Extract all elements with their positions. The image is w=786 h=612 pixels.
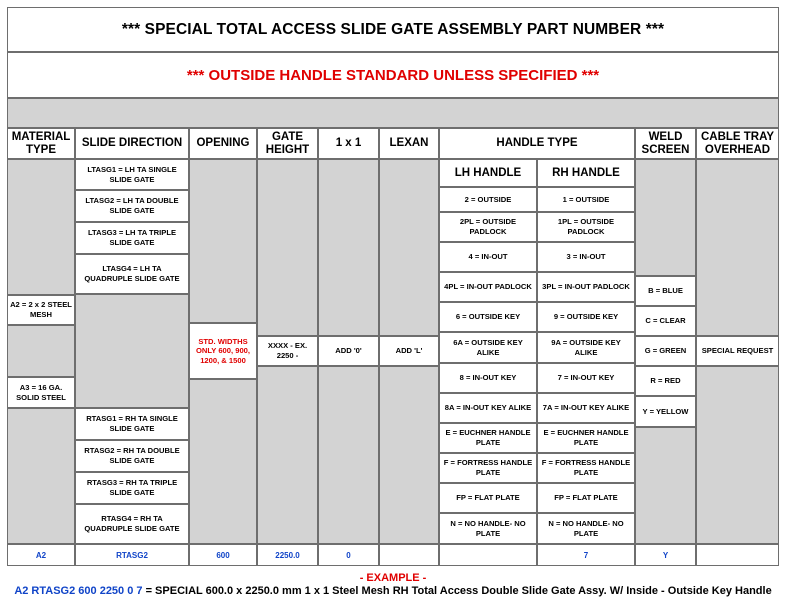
rh-handle-option: 3 = IN-OUT: [537, 242, 635, 272]
lh-handle-option: F = FORTRESS HANDLE PLATE: [439, 453, 537, 483]
rh-handle-option: N = NO HANDLE- NO PLATE: [537, 513, 635, 544]
spacer-band: [7, 98, 779, 128]
example-cable: [696, 544, 779, 566]
opening-note: STD. WIDTHS ONLY 600, 900, 1200, & 1500: [189, 323, 257, 379]
filler-cell: [696, 159, 779, 336]
lh-handle-option: E = EUCHNER HANDLE PLATE: [439, 423, 537, 453]
header-rh-handle: RH HANDLE: [537, 159, 635, 187]
rh-handle-option: 9 = OUTSIDE KEY: [537, 302, 635, 332]
rh-handle-option: 3PL = IN-OUT PADLOCK: [537, 272, 635, 302]
filler-cell: [318, 159, 379, 336]
example-rh-handle: 7: [537, 544, 635, 566]
lh-handle-option: 8A = IN-OUT KEY ALIKE: [439, 393, 537, 423]
lh-handle-option: 4 = IN-OUT: [439, 242, 537, 272]
rh-handle-option: FP = FLAT PLATE: [537, 483, 635, 513]
weld-screen-option: B = BLUE: [635, 276, 696, 306]
header-handle-type: HANDLE TYPE: [439, 128, 635, 159]
example-label: - EXAMPLE -: [359, 572, 427, 584]
header-lexan: LEXAN: [379, 128, 439, 159]
lh-handle-option: 6A = OUTSIDE KEY ALIKE: [439, 332, 537, 363]
header-opening: OPENING: [189, 128, 257, 159]
page-subtitle: *** OUTSIDE HANDLE STANDARD UNLESS SPECIFIED ***: [7, 52, 779, 98]
filler-cell: [189, 159, 257, 323]
weld-screen-option: Y = YELLOW: [635, 396, 696, 427]
lexan-note: ADD 'L': [379, 336, 439, 366]
slide-direction-option: RTASG2 = RH TA DOUBLE SLIDE GATE: [75, 440, 189, 472]
lh-handle-option: 4PL = IN-OUT PADLOCK: [439, 272, 537, 302]
header-weld-screen: WELD SCREEN: [635, 128, 696, 159]
rh-handle-option: 9A = OUTSIDE KEY ALIKE: [537, 332, 635, 363]
filler-cell: [257, 366, 318, 544]
example-opening: 600: [189, 544, 257, 566]
filler-cell: [379, 159, 439, 336]
material-option: A2 = 2 x 2 STEEL MESH: [7, 295, 75, 325]
example-gate-height: 2250.0: [257, 544, 318, 566]
weld-screen-option: R = RED: [635, 366, 696, 396]
rh-handle-option: 7A = IN-OUT KEY ALIKE: [537, 393, 635, 423]
gate-height-note: XXXX - EX. 2250 -: [257, 336, 318, 366]
filler-cell: [635, 159, 696, 276]
example-weld: Y: [635, 544, 696, 566]
material-option: A3 = 16 GA. SOLID STEEL: [7, 377, 75, 408]
slide-direction-option: RTASG1 = RH TA SINGLE SLIDE GATE: [75, 408, 189, 440]
filler-cell: [696, 366, 779, 544]
cable-tray-note: SPECIAL REQUEST: [696, 336, 779, 366]
filler-cell: [75, 294, 189, 408]
header-cable-tray-overhead: CABLE TRAY OVERHEAD: [696, 128, 779, 159]
lh-handle-option: 2 = OUTSIDE: [439, 187, 537, 212]
filler-cell: [189, 379, 257, 544]
header-material-type: MATERIAL TYPE: [7, 128, 75, 159]
example-lh-handle: [439, 544, 537, 566]
filler-cell: [635, 427, 696, 544]
example-code: A2 RTASG2 600 2250 0 7: [14, 585, 143, 597]
slide-direction-option: LTASG4 = LH TA QUADRUPLE SLIDE GATE: [75, 254, 189, 294]
slide-direction-option: LTASG3 = LH TA TRIPLE SLIDE GATE: [75, 222, 189, 254]
lh-handle-option: 6 = OUTSIDE KEY: [439, 302, 537, 332]
filler-cell: [318, 366, 379, 544]
slide-direction-option: RTASG3 = RH TA TRIPLE SLIDE GATE: [75, 472, 189, 504]
example-line: [0, 585, 786, 597]
header-lh-handle: LH HANDLE: [439, 159, 537, 187]
example-1x1: 0: [318, 544, 379, 566]
filler-cell: [257, 159, 318, 336]
slide-direction-option: LTASG2 = LH TA DOUBLE SLIDE GATE: [75, 190, 189, 222]
lh-handle-option: 2PL = OUTSIDE PADLOCK: [439, 212, 537, 242]
header-slide-direction: SLIDE DIRECTION: [75, 128, 189, 159]
rh-handle-option: 7 = IN-OUT KEY: [537, 363, 635, 393]
onebyone-note: ADD '0': [318, 336, 379, 366]
slide-direction-option: LTASG1 = LH TA SINGLE SLIDE GATE: [75, 159, 189, 190]
example-slide: RTASG2: [75, 544, 189, 566]
lh-handle-option: N = NO HANDLE- NO PLATE: [439, 513, 537, 544]
filler-cell: [7, 159, 75, 295]
weld-screen-option: C = CLEAR: [635, 306, 696, 336]
filler-cell: [7, 325, 75, 377]
weld-screen-option: G = GREEN: [635, 336, 696, 366]
example-description: = SPECIAL 600.0 x 2250.0 mm 1 x 1 Steel Mesh RH Total Access Double Slide Gate Assy. W/ Inside - Outside Key Handle: [142, 585, 772, 597]
rh-handle-option: E = EUCHNER HANDLE PLATE: [537, 423, 635, 453]
header-gate-height: GATE HEIGHT: [257, 128, 318, 159]
filler-cell: [379, 366, 439, 544]
page-title: *** SPECIAL TOTAL ACCESS SLIDE GATE ASSEMBLY PART NUMBER ***: [7, 7, 779, 52]
slide-direction-option: RTASG4 = RH TA QUADRUPLE SLIDE GATE: [75, 504, 189, 544]
example-material: A2: [7, 544, 75, 566]
lh-handle-option: 8 = IN-OUT KEY: [439, 363, 537, 393]
rh-handle-option: 1 = OUTSIDE: [537, 187, 635, 212]
rh-handle-option: F = FORTRESS HANDLE PLATE: [537, 453, 635, 483]
rh-handle-option: 1PL = OUTSIDE PADLOCK: [537, 212, 635, 242]
filler-cell: [7, 408, 75, 544]
lh-handle-option: FP = FLAT PLATE: [439, 483, 537, 513]
example-lexan: [379, 544, 439, 566]
header-1x1: 1 x 1: [318, 128, 379, 159]
